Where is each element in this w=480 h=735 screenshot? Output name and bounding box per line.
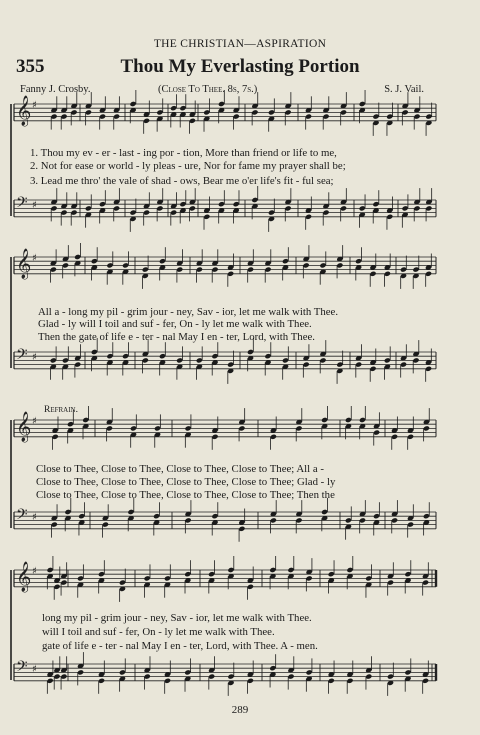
lyric-refrain-line-2: Close to Thee, Close to Thee, Close to Thee, Close to Thee; Glad - ly — [36, 476, 336, 488]
key-signature: ♯ — [32, 253, 37, 264]
treble-clef: 𝄞 — [16, 249, 32, 279]
lyric-refrain-line-3: Close to Thee, Close to Thee, Close to Thee, Close to Thee; Then the — [36, 489, 335, 501]
bass-clef: 𝄢 — [16, 506, 28, 527]
treble-clef: 𝄞 — [16, 562, 32, 592]
key-signature: ♯ — [32, 352, 37, 363]
section-heading: THE CHRISTIAN—ASPIRATION — [153, 38, 327, 50]
lyric-verse-3-line-1: 3. Lead me thro' the vale of shad - ows, Bear me o'er life's fit - ful sea; — [30, 175, 334, 187]
hymn-title: Thou My Everlasting Portion — [120, 56, 360, 77]
bass-clef: 𝄢 — [16, 346, 28, 367]
refrain-label: Refrain. — [44, 405, 78, 415]
lyric-verse-3-line-4: gate of life e - ter - nal May I en - ter, Lord, with Thee. A - men. — [42, 640, 318, 652]
hymn-number: 355 — [16, 56, 45, 77]
key-signature: ♯ — [32, 416, 37, 427]
bass-clef: 𝄢 — [16, 194, 28, 215]
key-signature: ♯ — [32, 566, 37, 577]
treble-clef: 𝄞 — [16, 96, 32, 126]
bass-clef: 𝄢 — [16, 658, 28, 679]
lyric-refrain-line-1: Close to Thee, Close to Thee, Close to Thee, Close to Thee; All a - — [36, 463, 324, 475]
lyric-verse-2-line-2: Glad - ly will I toil and suf - fer, On - ly let me walk with Thee. — [38, 318, 312, 330]
lyric-verse-1-line-4: long my pil - grim jour - ney, Sav - ior, let me walk with Thee. — [42, 612, 312, 624]
lyric-verse-3-line-2: Then the gate of life e - ter - nal May I en - ter, Lord, with Thee. — [38, 331, 315, 343]
treble-clef: 𝄞 — [16, 412, 32, 442]
key-signature: ♯ — [32, 200, 37, 211]
key-signature: ♯ — [32, 100, 37, 111]
composer-credit: S. J. Vail. — [384, 84, 424, 95]
lyric-verse-1-line-1: 1. Thou my ev - er - last - ing por - tion, More than friend or life to me, — [30, 147, 337, 159]
page-number: 289 — [231, 704, 249, 716]
tune-name: (Close To Thee. 8s, 7s.) — [158, 84, 258, 95]
lyric-verse-2-line-4: will I toil and suf - fer, On - ly let me walk with Thee. — [42, 626, 275, 638]
key-signature: ♯ — [32, 664, 37, 675]
lyric-verse-2-line-1: 2. Not for ease or world - ly pleas - ure, Nor for fame my prayer shall be; — [30, 160, 346, 172]
lyric-verse-1-line-2: All a - long my pil - grim jour - ney, Sav - ior, let me walk with Thee. — [38, 306, 339, 318]
key-signature: ♯ — [32, 512, 37, 523]
author-credit: Fanny J. Crosby. — [20, 84, 91, 95]
